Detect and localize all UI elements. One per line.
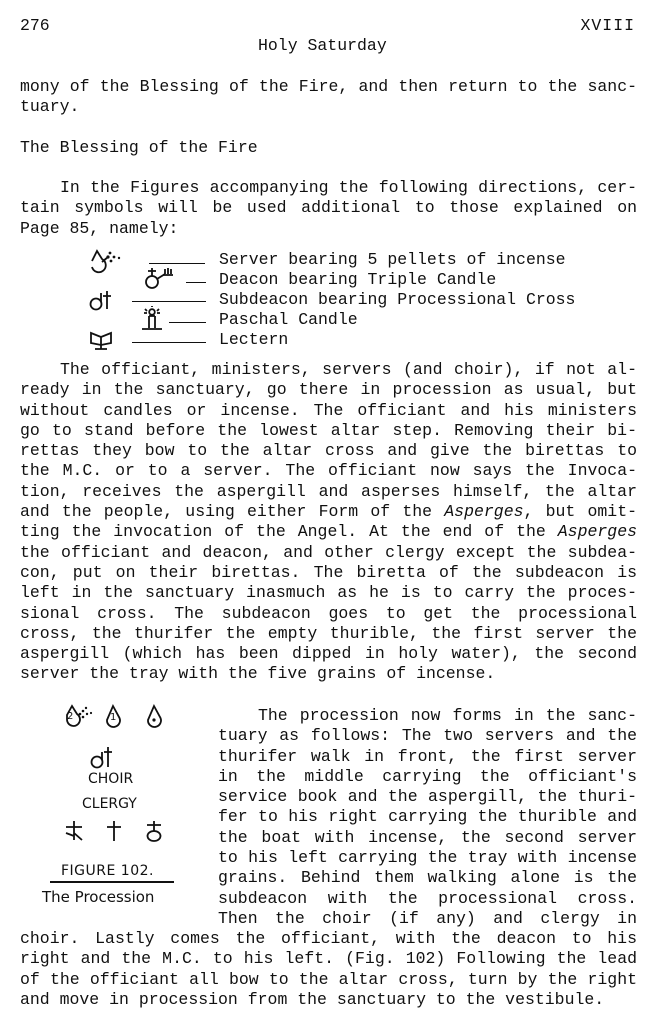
procession-formation-paragraph-continued	[20, 929, 637, 1010]
text-line: sional cross. The subdeacon goes to get the processional	[20, 603, 637, 623]
text-line: con, put on their birettas. The biretta of the subdeacon is	[20, 562, 637, 582]
caption-underline	[50, 881, 174, 883]
clergy-label: CLERGY	[82, 796, 137, 812]
page-number: 276	[20, 16, 50, 35]
text-fragment: and the people, using either Form of the	[20, 502, 445, 522]
subdeacon-with-cross-icon	[90, 745, 116, 769]
text-line: tuary as follows: The two servers and the	[218, 726, 637, 746]
text-line: service book and the aspergill, the thuri-	[218, 787, 637, 807]
text-line: the M.C. or to a server. The officiant now says the Invoca-	[20, 461, 637, 481]
text-line: left in the sanctuary inasmuch as he is to carry the proces-	[20, 583, 637, 603]
text-line: the officiant and deacon, and other clergy except the subdea-	[20, 542, 637, 562]
legend-label: Paschal Candle	[219, 310, 358, 329]
text-line: In the Figures accompanying the following directions, cer-	[60, 178, 637, 197]
text-line: rettas they bow to the altar cross and give the birettas to	[20, 441, 637, 461]
text-line: server the tray with the five grains of incense.	[20, 664, 496, 684]
legend-label: Lectern	[219, 330, 289, 349]
text-line: and move in procession from the sanctuary to the vestibule.	[20, 989, 605, 1009]
first-server-number: 1	[110, 712, 117, 723]
text-line: tain symbols will be used additional to those explained on	[20, 198, 637, 218]
text-line: right and the M.C. to his left. (Fig. 102) Following the lead	[20, 949, 637, 969]
running-title: Holy Saturday	[258, 36, 387, 55]
text-line: grains. Behind them walking alone is the	[218, 868, 637, 888]
text-line: go to stand before the lowest altar step. Removing their bi-	[20, 420, 637, 440]
text-line: Then the choir (if any) and clergy in	[218, 908, 637, 928]
legend-label: Subdeacon bearing Processional Cross	[219, 290, 576, 309]
officiant-icon	[104, 820, 124, 842]
text-line: The procession now forms in the sanc-	[258, 706, 637, 725]
text-fragment: ting the invocation of the Angel. At the end of the	[20, 522, 558, 542]
text-line: The officiant, ministers, servers (and choir), if not al-	[60, 360, 637, 379]
text-line	[20, 522, 637, 542]
second-server-number: 2	[67, 711, 74, 722]
subdeacon-with-cross-icon	[89, 289, 115, 311]
chapter-number: XVIII	[580, 16, 635, 35]
text-line	[20, 502, 637, 522]
text-line: of the officiant all bow to the altar cross, turn by the right	[20, 969, 637, 989]
intro-paragraph	[20, 77, 637, 118]
italic-term: Asperges	[444, 502, 524, 522]
legend-leader-line	[132, 301, 206, 302]
symbols-intro-paragraph	[20, 178, 637, 239]
legend-label: Deacon bearing Triple Candle	[219, 270, 497, 289]
text-line: choir. Lastly comes the officiant, with the deacon to his	[20, 929, 637, 948]
text-line: cross, the thurifer the empty thurible, the first server the	[20, 623, 637, 643]
legend-leader-line	[132, 342, 206, 343]
text-line: Page 85, namely:	[20, 218, 179, 238]
text-line: mony of the Blessing of the Fire, and then return to the sanc-	[20, 77, 637, 96]
legend-leader-line	[149, 263, 205, 264]
legend-label: Server bearing 5 pellets of incense	[219, 250, 566, 269]
text-line: the boat with incense, the second server	[218, 827, 637, 847]
choir-label: CHOIR	[88, 771, 134, 787]
text-line: without candles or incense. The officiant and his ministers	[20, 400, 637, 420]
deacon-with-triple-candle-icon	[143, 267, 183, 289]
text-line: to his left carrying the tray with incense	[218, 848, 637, 868]
paschal-candle-icon	[138, 306, 166, 332]
legend-leader-line	[186, 282, 206, 283]
italic-term: Asperges	[557, 522, 637, 542]
procession-instructions-paragraph	[20, 360, 637, 685]
text-line: ready in the sanctuary, go there in procession as usual, but	[20, 380, 637, 400]
procession-formation-paragraph	[218, 706, 637, 929]
text-line: in the middle carrying the officiant's	[218, 766, 637, 786]
legend-leader-line	[169, 322, 206, 323]
text-line: aspergill (which has been dipped in holy water), the second	[20, 644, 637, 664]
server-with-incense-pellets-icon	[88, 249, 128, 271]
text-fragment: , but omit-	[523, 502, 637, 522]
text-line: tion, receives the aspergill and asperses himself, the altar	[20, 481, 637, 501]
master-of-ceremonies-icon	[144, 820, 164, 842]
section-heading: The Blessing of the Fire	[20, 138, 258, 157]
lectern-icon	[89, 329, 115, 351]
deacon-icon	[64, 820, 84, 842]
figure-caption-title: The Procession	[42, 888, 155, 906]
text-line: subdeacon with the processional cross.	[218, 888, 637, 908]
text-line: fer to his right carrying the thurible and	[218, 807, 637, 827]
text-line: tuary.	[20, 97, 80, 117]
figure-caption-number: FIGURE 102.	[61, 863, 154, 879]
thurifer-icon	[146, 705, 162, 727]
text-line: thurifer walk in front, the first server	[218, 746, 637, 766]
